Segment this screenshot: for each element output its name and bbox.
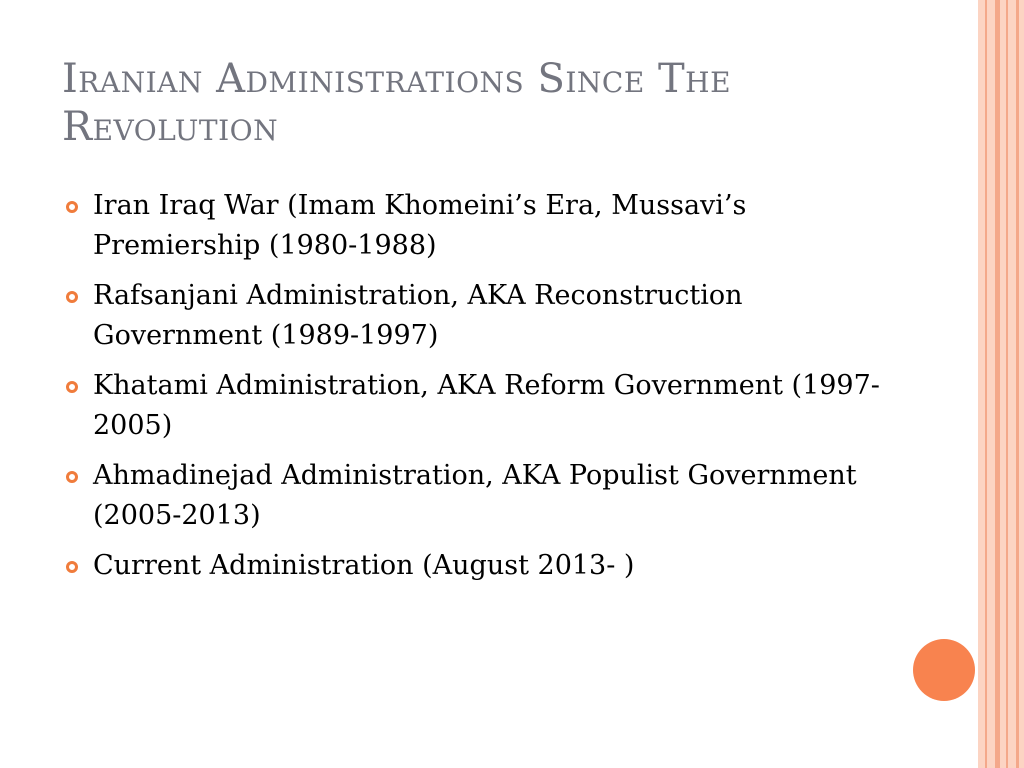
bullet-text: Ahmadinejad Administration, AKA Populist Government (2005-2013) <box>93 460 857 531</box>
bullet-text: Rafsanjani Administration, AKA Reconstruction Government (1989-1997) <box>93 280 743 351</box>
bullet-item <box>62 546 882 586</box>
decorative-stripe-line <box>985 0 987 768</box>
bullet-circle-icon <box>66 381 78 393</box>
bullet-circle-icon <box>66 291 78 303</box>
bullet-item <box>62 456 882 536</box>
bullet-text: Current Administration (August 2013- ) <box>93 550 635 581</box>
bullet-circle-icon <box>66 201 78 213</box>
bullet-list <box>62 186 882 596</box>
bullet-item <box>62 186 882 266</box>
decorative-stripe-line <box>995 0 1000 768</box>
bullet-text: Khatami Administration, AKA Reform Government (1997-2005) <box>93 370 880 441</box>
slide-title: Iranian Administrations Since The Revolution <box>62 56 732 150</box>
bullet-item <box>62 366 882 446</box>
decorative-orb <box>913 639 975 701</box>
bullet-circle-icon <box>66 561 78 573</box>
decorative-stripe-line <box>1006 0 1008 768</box>
bullet-text: Iran Iraq War (Imam Khomeini’s Era, Mussavi’s Premiership (1980-1988) <box>93 190 747 261</box>
bullet-circle-icon <box>66 471 78 483</box>
bullet-item <box>62 276 882 356</box>
decorative-stripe-line <box>1016 0 1019 768</box>
